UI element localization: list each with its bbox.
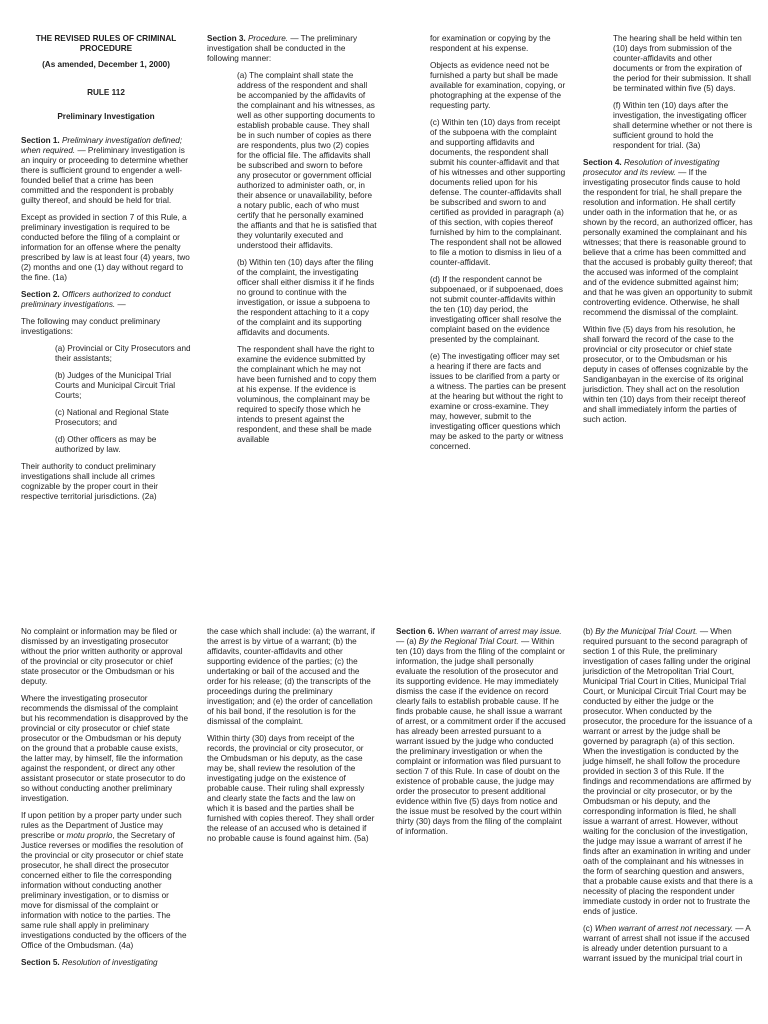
section-6-a-title: By the Regional Trial Court. <box>418 637 519 646</box>
page-top-half <box>0 34 768 564</box>
section-4-text: — If the investigating prosecutor finds cause to hold the respondent for trial, he shall prepare the resolution and information. He shall certify under oath in the information that he, or as shown by the record, an authorized officer, has personally examined the complainant and his witnesses; that there is reasonable ground to believe that a crime has been committed and that the accused is probably guilty thereof; that the accused was informed of the complaint and of the evidence submitted against him; and that he was given an opportunity to submit controverting evidence. Otherwise, he shall recommend the dismissal of the complaint. <box>583 168 753 317</box>
section-5-title: Resolution of investigating <box>61 958 158 967</box>
section-3-item-d: (d) If the respondent cannot be subpoenaed, or if subpoenaed, does not submit counter-affidavits within the ten (10) day period, the investigating officer shall resolve the complaint based on the evidence presented by the complainant. <box>430 275 563 344</box>
section-3-item-b: (b) Within ten (10) days after the filing of the complaint, the investigating officer shall either dismiss it if he finds no ground to continue with the investigation, or issue a subpoena to the respondent attaching to it a copy of the complaint and its supporting affidavits and documents. <box>237 258 375 337</box>
item-b-intro: (b) <box>583 627 594 636</box>
section-2-item-c: (c) National and Regional State Prosecutors; and <box>55 408 169 427</box>
section-3-hearing: The hearing shall be held within ten (10) days from submission of the counter-affidavits and other documents or from the expiration of the period for their submission. It shall be terminated within five (5) days. <box>613 34 751 93</box>
top-column-4 <box>583 34 753 432</box>
section-5-label: Section 5. <box>21 958 60 967</box>
bottom-column-4 <box>583 627 753 971</box>
section-3-objects: Objects as evidence need not be furnished a party but shall be made available for examination, copying, or photographing at the expense of the requesting party. <box>430 61 566 110</box>
section-2-dash: — <box>117 300 126 309</box>
section-1-label: Section 1. <box>21 136 60 145</box>
section-6 <box>396 627 566 837</box>
section-3-item-a: (a) The complaint shall state the address of the respondent and shall be accompanied by the affidavits of the complainant and his witnesses, as well as other supporting documents to establish probable cause. They shall be in such number of copies as there are respondents, plus two (2) copies for the official file. The affidavits shall be subscribed and sworn to before any prosecutor or government official authorized to administer oath, or, in their absence or unavailability, before a notary public, each of who must certify that he personally examined the affiants and that he is satisfied that they voluntarily executed and understood their affidavits. <box>237 71 377 250</box>
section-3-title: Procedure. <box>247 34 289 43</box>
rule-title: Preliminary Investigation <box>57 112 155 121</box>
section-1-title: Preliminary investigation defined; when required. <box>21 136 183 155</box>
section-6-item-b <box>583 627 753 917</box>
section-4-paragraph-5 <box>21 811 191 951</box>
top-column-2 <box>207 34 377 452</box>
title-line-1: THE REVISED RULES OF CRIMINAL <box>35 34 177 43</box>
page-bottom-half <box>0 627 768 1024</box>
document-title <box>21 34 191 54</box>
rule-number: RULE 112 <box>87 88 125 97</box>
item-c-title: When warrant of arrest not necessary. <box>594 924 734 933</box>
section-3-item-e: (e) The investigating officer may set a hearing if there are facts and issues to be clarified from a party or a witness. The parties can be present at the hearing but without the right to examine or cross-examine. They may, however, submit to the investigating officer questions which may be asked to the party or witness concerned. <box>430 352 566 451</box>
section-1-paragraph-2: Except as provided in section 7 of this Rule, a preliminary investigation is required to be conducted before the filing of a complaint or information for an offense where the penalty prescribed by law is at least four (4) years, two (2) months and one (1) day without regard to the fine. (1a) <box>21 213 190 282</box>
section-2-paragraph: Their authority to conduct preliminary investigations shall include all crimes cognizable by the proper court in their respective territorial jurisdictions. (2a) <box>21 462 158 501</box>
section-3-label: Section 3. <box>207 34 246 43</box>
section-2-title: Officers authorized to conduct preliminary investigations. <box>21 290 171 309</box>
section-2-item-d: (d) Other officers as may be authorized by law. <box>55 435 157 454</box>
section-5-heading <box>21 958 191 968</box>
top-column-3 <box>396 34 566 459</box>
paragraph-5-start: If upon petition by a proper party under such rules as the Department of Justice may prescribe or <box>21 811 182 840</box>
item-c-intro: (c) <box>583 924 593 933</box>
title-line-2: PROCEDURE <box>79 44 133 53</box>
item-b-text: — When required pursuant to the second paragraph of section 1 of this Rule, the preliminary investigation of cases falling under the original jurisdiction of the Metropolitan Trial Court, Municipal Trial Court in Cities, Municipal Trial Court, or Municipal Circuit Trial Court may be conducted by either the judge or the prosecutor. When conducted by the prosecutor, the procedure for the issuance of a warrant or arrest by the judge shall be governed by paragraph (a) of this section. When the investigation is conducted by the judge himself, he shall follow the procedure provided in section 3 of this Rule. If the findings and recommendations are affirmed by the provincial or city prosecutor, or by the Ombudsman or his deputy, and the corresponding information is filed, he shall issue a warrant of arrest. However, without waiting for the conclusion of the investigation, the judge may issue a warrant of arrest if he finds after an examination in writing and under oath of the complainant and his witnesses in the form of searching question and answers, that a probable cause exists and that there is a necessity of placing the respondent under immediate custody in order not to frustrate the ends of justice. <box>583 627 753 916</box>
item-c-text: — A warrant of arrest shall not issue if the accused is already under detention pursuant to a warrant issued by the municipal trial court in <box>583 924 751 963</box>
section-4-label: Section 4. <box>583 158 622 167</box>
section-2-item-a: (a) Provincial or City Prosecutors and their assistants; <box>55 344 191 363</box>
section-2-label: Section 2. <box>21 290 60 299</box>
section-3-item-f: (f) Within ten (10) days after the investigation, the investigating officer shall determine whether or not there is sufficient ground to hold the respondent for trial. (3a) <box>613 101 753 150</box>
section-3-item-c: (c) Within ten (10) days from receipt of the subpoena with the complaint and supporting affidavits and documents, the respondent shall submit his counter-affidavit and that of his witnesses and other supporting documents relied upon for his defense. The counter-affidavits shall be subscribed and sworn to and certified as provided in paragraph (a) of this section, with copies thereof furnished by him to the complainant. The respondent shall not be allowed to file a motion to dismiss in lieu of a counter-affidavit. <box>430 118 566 267</box>
section-6-title: When warrant of arrest may issue. <box>436 627 562 636</box>
section-6-label: Section 6. <box>396 627 435 636</box>
section-4-paragraph-3: No complaint or information may be filed or dismissed by an investigating prosecutor without the prior written authority or approval of the provincial or city prosecutor or chief state prosecutor or the Ombudsman or his deputy. <box>21 627 183 686</box>
section-3-continued: for examination or copying by the respondent at his expense. <box>430 34 551 53</box>
section-1-text: — Preliminary investigation is an inquiry or proceeding to determine whether there is sufficient ground to engender a well-founded belief that a crime has been committed and the respondent is probably guilty thereof, and should be held for trial. <box>21 146 189 205</box>
section-4-paragraph-4: Where the investigating prosecutor recommends the dismissal of the complaint but his recommendation is disapproved by the provincial or city prosecutor or chief state prosecutor or the Ombudsman or his deputy on the ground that a probable cause exists, the latter may, by himself, file the information against the respondent, or direct any other assistant prosecutor or state prosecutor to do so without conducting another preliminary investigation. <box>21 694 189 803</box>
section-4 <box>583 158 753 318</box>
section-4-title: Resolution of investigating prosecutor and its review. <box>583 158 720 177</box>
section-6-text: — Within ten (10) days from the filing of the complaint or information, the judge shall personally evaluate the resolution of the prosecutor and its supporting evidence. He may immediately dismiss the case if the evidence on record clearly fails to establish probable cause. If he finds probable cause, he shall issue a warrant of arrest, or a commitment order if the accused has already been arrested pursuant to a warrant issued by the judge who conducted the preliminary investigation or when the complaint or information was filed pursuant to section 7 of this Rule. In case of doubt on the existence of probable cause, the judge may order the prosecutor to present additional evidence within five (5) days from notice and the issue must be resolved by the court within thirty (30) days from the filing of the complaint of information. <box>396 637 566 836</box>
paragraph-5-end: , the Secretary of Justice reverses or modifies the resolution of the provincial or city prosecutor or chief state prosecutor, he shall direct the prosecutor concerned either to file the corresponding information without conducting another preliminary investigation, or to dismiss or move for dismissal of the complaint or information with notice to the parties. The same rule shall apply in preliminary investigations conducted by the officers of the Office of the Ombudsman. (4a) <box>21 831 187 950</box>
section-2-intro: The following may conduct preliminary investigations: <box>21 317 161 336</box>
section-4-paragraph-2: Within five (5) days from his resolution, he shall forward the record of the case to the provincial or city prosecutor or chief state prosecutor, or to the Ombudsman or his deputy in cases of offenses cognizable by the Sandiganbayan in the exercise of its original jurisdiction. They shall act on the resolution within ten (10) days from their receipt thereof and shall immediately inform the parties of such action. <box>583 325 749 424</box>
section-2 <box>21 290 191 310</box>
section-3-text: — The preliminary investigation shall be conducted in the following manner: <box>207 34 358 63</box>
bottom-column-2 <box>207 627 377 851</box>
section-2-item-b: (b) Judges of the Municipal Trial Courts and Municipal Circuit Trial Courts; <box>55 371 176 400</box>
section-5-paragraph-2: Within thirty (30) days from receipt of the records, the provincial or city prosecutor, or the Ombudsman or his deputy, as the case may be, shall review the resolution of the investigating judge on the existence of probable cause. Their ruling shall expressly and clearly state the facts and the law on which it is based and the parties shall be furnished with copies thereof. They shall order the release of an accused who is detained if no probable cause is found against him. (5a) <box>207 734 375 843</box>
amendment-note: (As amended, December 1, 2000) <box>42 60 170 69</box>
section-3-item-b-paragraph-2: The respondent shall have the right to examine the evidence submitted by the complainant which he may not have been furnished and to copy them at his expense. If the evidence is voluminous, the complainant may be required to specify those which he intends to present against the respondent, and these shall be made available <box>237 345 377 444</box>
section-6-a-intro: — (a) <box>396 637 417 646</box>
section-3 <box>207 34 377 64</box>
top-column-1 <box>21 34 191 509</box>
motu-proprio: motu proprio <box>66 831 113 840</box>
section-1 <box>21 136 191 206</box>
bottom-column-1 <box>21 627 191 975</box>
section-6-item-c <box>583 924 753 964</box>
section-5-continued: the case which shall include: (a) the warrant, if the arrest is by virtue of a warrant; (b) the affidavits, counter-affidavits and other supporting evidence of the parties; (c) the undertaking or bail of the accused and the order for his release; (d) the transcripts of the proceedings during the preliminary investigation; and (e) the order of cancellation of his bail bond, if the resolution is for the dismissal of the complaint. <box>207 627 375 726</box>
item-b-title: By the Municipal Trial Court. <box>595 627 698 636</box>
bottom-column-3 <box>396 627 566 844</box>
